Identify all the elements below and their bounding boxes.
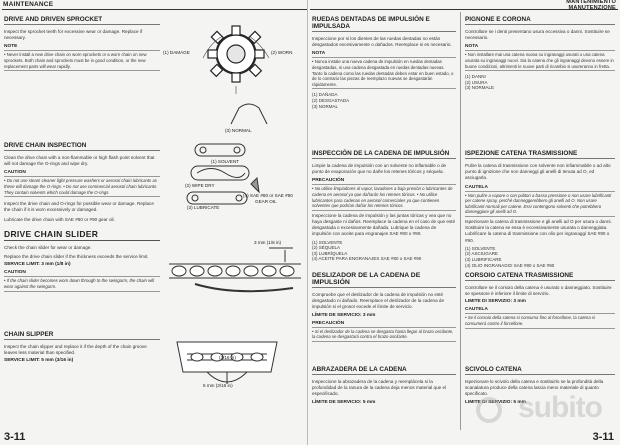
- en-s4-body: Inspect the chain slipper and replace it if the depth of the chain groove leaves less material than specified.: [4, 344, 147, 356]
- it-s2-body2: Ispezionare la catena di trasmissione e gli anelli ad O per usura o danni. Sostituire la catena se essa è eccessivamente usurata o danneggiata. Lubrificare la catena di trasmissione con olio per ingranaggi SAE #80 o #90.: [465, 218, 612, 243]
- es-s2-list-item: (1) SOLVENTE: [312, 239, 343, 245]
- it-s3-caution: • Se il corsoio della catena si consuma fino al forcellone, la catena si consumerà contro il forcellone.: [465, 313, 615, 328]
- es-s4-title: ABRAZADERA DE LA CADENA: [312, 366, 456, 375]
- sprocket-figure: [191, 14, 281, 102]
- it-s3-caution-heading: CAUTELA: [465, 307, 488, 313]
- watermark-text: subito: [518, 391, 602, 424]
- en-s2-title: DRIVE CHAIN INSPECTION: [4, 142, 160, 151]
- es-section-chain-inspection: [312, 150, 456, 262]
- en-s1-note: • Never install a new drive chain on worn sprockets or a worn chain on new sprockets. Both chain and sprockets must be in good condition, or the new replacement parts will wear rapidly.: [4, 50, 160, 71]
- fig-chain-solvent: (1) SOLVENT: [211, 159, 239, 164]
- page-gutter: [307, 0, 308, 445]
- es-s3-body: Compruebe que el deslizador de la cadena de impulsión no esté desgastado ni dañado. Reemplace el deslizador de la cadena de impulsión si el grosor excede el límite de servicio.: [312, 292, 445, 310]
- es-s2-list-item: (2) SÉQUELA: [312, 245, 341, 251]
- fig-chain-lubricate: (3) LUBRICATE: [187, 205, 220, 210]
- en-s1-note-heading: NOTE: [4, 44, 18, 50]
- chain-lube-icon: [187, 192, 247, 204]
- en-s3-body2: Replace the drive chain slider if the thickness exceeds the service limit.: [4, 254, 149, 260]
- it-s1-body: Controllare se i denti presentano usura eccessiva o danni. Sostituire se necessario.: [465, 29, 610, 41]
- it-s3-body: Controllare se il corsoio della catena è usurato o danneggiato. Sostituire se spessore è inferiore il limite di servizio.: [465, 285, 612, 297]
- it-s3-limit: LIMITE DI SERVIZIO: 3 mm: [465, 299, 526, 305]
- chain-link-icon: [195, 144, 245, 156]
- fig-sprocket-worn: (2) WORN: [271, 50, 293, 55]
- it-s1-note-heading: NOTA: [465, 44, 479, 50]
- wipe-cloth-icon: [191, 166, 249, 180]
- en-s2-body3: Lubricate the drive chain with SAE #80 or #90 gear oil.: [4, 216, 115, 222]
- es-section-slider: [312, 272, 456, 342]
- it-s2-list-item: (1) SOLVENTE: [465, 245, 496, 251]
- it-s1-list-item: (3) NORMALE: [465, 85, 495, 91]
- chain-slider-figure: [165, 234, 305, 304]
- es-s2-body: Limpie la cadena de impulsión con un solvente no inflamable o de punto de evaporación que no dañe los retenes tóricos y séquela.: [312, 163, 447, 175]
- es-s3-caution: • Si el deslizador de la cadena se desgasta hasta llegar al brazo oscilante, la cadena se desgastará contra el brazo oscilante.: [312, 327, 456, 342]
- watermark-logo-icon: [476, 397, 502, 423]
- es-section-sprocket: [312, 16, 456, 109]
- sprocket-gear-icon: [208, 26, 264, 82]
- en-section-sprocket: [4, 16, 160, 71]
- page-number-right: 3-11: [592, 431, 614, 443]
- it-s1-note: • Non installare mai una catena nuova su ingranaggi usurati o una catena usurata su ingranaggi nuovi. Sia la catena che gli ingranaggi devono essere in buone condizioni, altrimenti le nuove parti di ricambio si usureranno in fretta.: [465, 50, 615, 71]
- es-s1-body: Inspeccione por si los dientes de las ruedas dentadas no están desgastados excesivamente o dañados. Reemplace si es necesario.: [312, 36, 452, 48]
- es-s2-title: INSPECCIÓN DE LA CADENA DE IMPULSIÓN: [312, 150, 456, 159]
- oil-can-icon: [251, 178, 259, 192]
- slider-pad-icon: [195, 284, 293, 291]
- fig-chain-oil: (4) SAE #80 or SAE #90: [243, 193, 293, 198]
- es-s4-body: Inspeccione la abrazadera de la cadena y reemplácela si la profundidad de la ranura de la cadena deja menos material que el especificado.: [312, 379, 447, 397]
- it-s2-list-item: (3) LUBRIFICARE: [465, 256, 502, 262]
- it-s1-list-item: (1) DANNI: [465, 74, 486, 80]
- it-s2-title: ISPEZIONE CATENA TRASMISSIONE: [465, 150, 615, 159]
- it-s2-body: Pulire la catena di trasmissione con solvente non infiammabile o ad alto punto di ignizione che non danneggi gli anelli di tenuta ad O, ed asciugarla.: [465, 163, 611, 181]
- header-right-line2: MANUTENZIONE: [568, 4, 616, 11]
- fig-sprocket-damage: (1) DAMAGE: [163, 50, 190, 55]
- es-s4-limit: LÍMITE DE SERVICIO: 5 mm: [312, 399, 376, 405]
- es-s1-note: • Nunca instale una nueva cadena de impulsión en ruedas dentadas desgastadas, ni una cadena desgastada en ruedas dentadas nuevas. Tanto la cadena como las ruedas dentadas deben estar en buen estado, o de lo contrario las piezas de reemplazo nuevas se desgastarán rápidamente.: [312, 57, 456, 89]
- header-title-left: MAINTENANCE: [3, 1, 54, 8]
- it-section-chain-inspection: [465, 150, 615, 268]
- en-s2-body: Clean the drive chain with a non-flammable or high flash point solvent that will not damage the O-rings and wipe dry.: [4, 155, 155, 167]
- es-s1-list-item: (1) DAÑADA: [312, 92, 338, 98]
- header-right-line1: MANTENIMIENTO: [566, 0, 616, 5]
- en-s3-title: DRIVE CHAIN SLIDER: [4, 229, 160, 241]
- chain-slipper-figure: [167, 322, 287, 402]
- it-section-sprocket: [465, 16, 615, 91]
- en-s3-limit: SERVICE LIMIT: 3 mm (1/8 in): [4, 262, 71, 268]
- en-section-chain-inspection: [4, 142, 160, 223]
- en-s3-caution-heading: CAUTION: [4, 270, 26, 276]
- en-s1-title: DRIVE AND DRIVEN SPROCKET: [4, 16, 160, 25]
- fig-slider-dim: 3 mm (1/8 in): [254, 240, 282, 245]
- figure-column: [163, 0, 306, 445]
- es-s1-list-item: (3) NORMAL: [312, 103, 339, 109]
- fig-chain-oil2: GEAR OIL: [255, 199, 277, 204]
- es-s1-note-heading: NOTA: [312, 51, 326, 57]
- en-s1-body: Inspect the sprocket teeth for excessive wear or damage. Replace if necessary.: [4, 29, 143, 41]
- it-s4-title: SCIVOLO CATENA: [465, 366, 615, 375]
- es-s3-title: DESLIZADOR DE LA CADENA DE IMPULSIÓN: [312, 272, 456, 288]
- it-s4-body: Ispezionare lo scivolo della catena e sostituirlo se la profondità della scanalatura produce della catena lascia meno materiale di quanto specificato.: [465, 379, 604, 397]
- es-s3-caution-heading: PRECAUCIÓN: [312, 320, 345, 326]
- en-s4-title: CHAIN SLIPPER: [4, 331, 160, 340]
- es-s2-caution: • No utilice limpiadores al vapor, lavadores a baja presión o lubricantes de cadena en aerosol ya que dañarán los retenes tóricos. • No utilice lubricantes para cadenas en aerosol comerciales ya que contienen solventes que podrían dañar los retenes tóricos.: [312, 184, 456, 210]
- en-s3-caution: • If the chain slider becomes worn down through to the swingarm, the chain will wear against the swingarm.: [4, 276, 160, 291]
- it-s2-caution-heading: CAUTELA: [465, 184, 488, 190]
- fig-sprocket-normal: (3) NORMAL: [225, 128, 252, 133]
- en-s2-caution: • Do not use steam cleaner light pressure washers or aerosol chain lubricants as these will damage the O-rings. • Do not use commercial aerosol chain lubricants. They contain solvents which could damage the O-rings.: [4, 176, 160, 197]
- english-column: [4, 0, 162, 445]
- language-divider: [460, 12, 461, 430]
- it-section-slider: [465, 272, 615, 329]
- es-s2-list-item: (4) ACEITE PARA ENGRANAJES SAE #80 o SAE #90: [312, 256, 422, 262]
- page-number-left: 3-11: [4, 431, 26, 443]
- en-s2-body2: Inspect the drive chain and O-rings for possible wear or damage. Replace the chain if it is worn excessively or damaged.: [4, 201, 154, 213]
- es-s2-list: [312, 240, 456, 262]
- it-s2-caution: • Non pulire a vapore o con pulitori a bassa pressione o non usare lubrificanti per catene spray, perché danneggerebbero gli anelli ad O. Non usare lubrificanti normali per catene. Essi contengono solventi che potrebbero danneggiare gli anelli ad O.: [465, 191, 615, 217]
- es-section-slipper: [312, 366, 456, 405]
- en-section-slipper: [4, 331, 160, 363]
- es-s1-list: [312, 92, 456, 109]
- es-s2-list-item: (3) LUBRÍQUELA: [312, 250, 348, 256]
- it-s1-list-item: (2) USURA: [465, 79, 488, 85]
- en-s4-limit: SERVICE LIMIT: 5 mm (3/16 in): [4, 358, 74, 364]
- it-s1-title: PIGNONE E CORONA: [465, 16, 615, 25]
- en-s2-caution-heading: CAUTION: [4, 170, 26, 176]
- es-s2-body2: Inspeccione la cadena de impulsión y las juntas tóricas y vea que no haya desgaste ni daños. Reemplace la cadena en el caso de que esté desgastada o excesivamente dañada. Lubrique la cadena de impulsión con aceite para engranajes SAE #80 o #90.: [312, 212, 456, 237]
- spanish-column: [312, 0, 458, 445]
- es-s3-limit: LÍMITE DE SERVICIO: 3 mm: [312, 312, 376, 318]
- it-s2-list-item: (2) ASCIUGARE: [465, 251, 499, 257]
- it-s3-title: CORSOIO CATENA TRASMISSIONE: [465, 272, 615, 281]
- en-section-slider: [4, 229, 160, 292]
- it-s2-list-item: (4) OLIO INGRANAGGI SAE #80 o SAE #90: [465, 262, 555, 268]
- es-s1-title: RUEDAS DENTADAS DE IMPULSIÓN E IMPULSADA: [312, 16, 456, 32]
- es-s1-list-item: (2) DESGASTADA: [312, 97, 350, 103]
- fig-slipper-dim2: 5 mm (3/16 in): [203, 383, 233, 388]
- fig-slipper-dim1: (3/16 in): [219, 355, 236, 360]
- sprocket-normal-tooth-icon: [229, 100, 269, 126]
- it-s1-list: [465, 74, 615, 91]
- fig-chain-wipe: (2) WIPE DRY: [185, 183, 215, 188]
- es-s2-caution-heading: PRECAUCIÓN: [312, 178, 345, 184]
- it-s4-limit: LIMITE DI SERVIZIO: 5 mm: [465, 399, 526, 405]
- italian-column: [465, 0, 617, 445]
- it-s2-list: [465, 246, 615, 268]
- en-s3-body: Check the chain slider for wear or damage.: [4, 245, 92, 250]
